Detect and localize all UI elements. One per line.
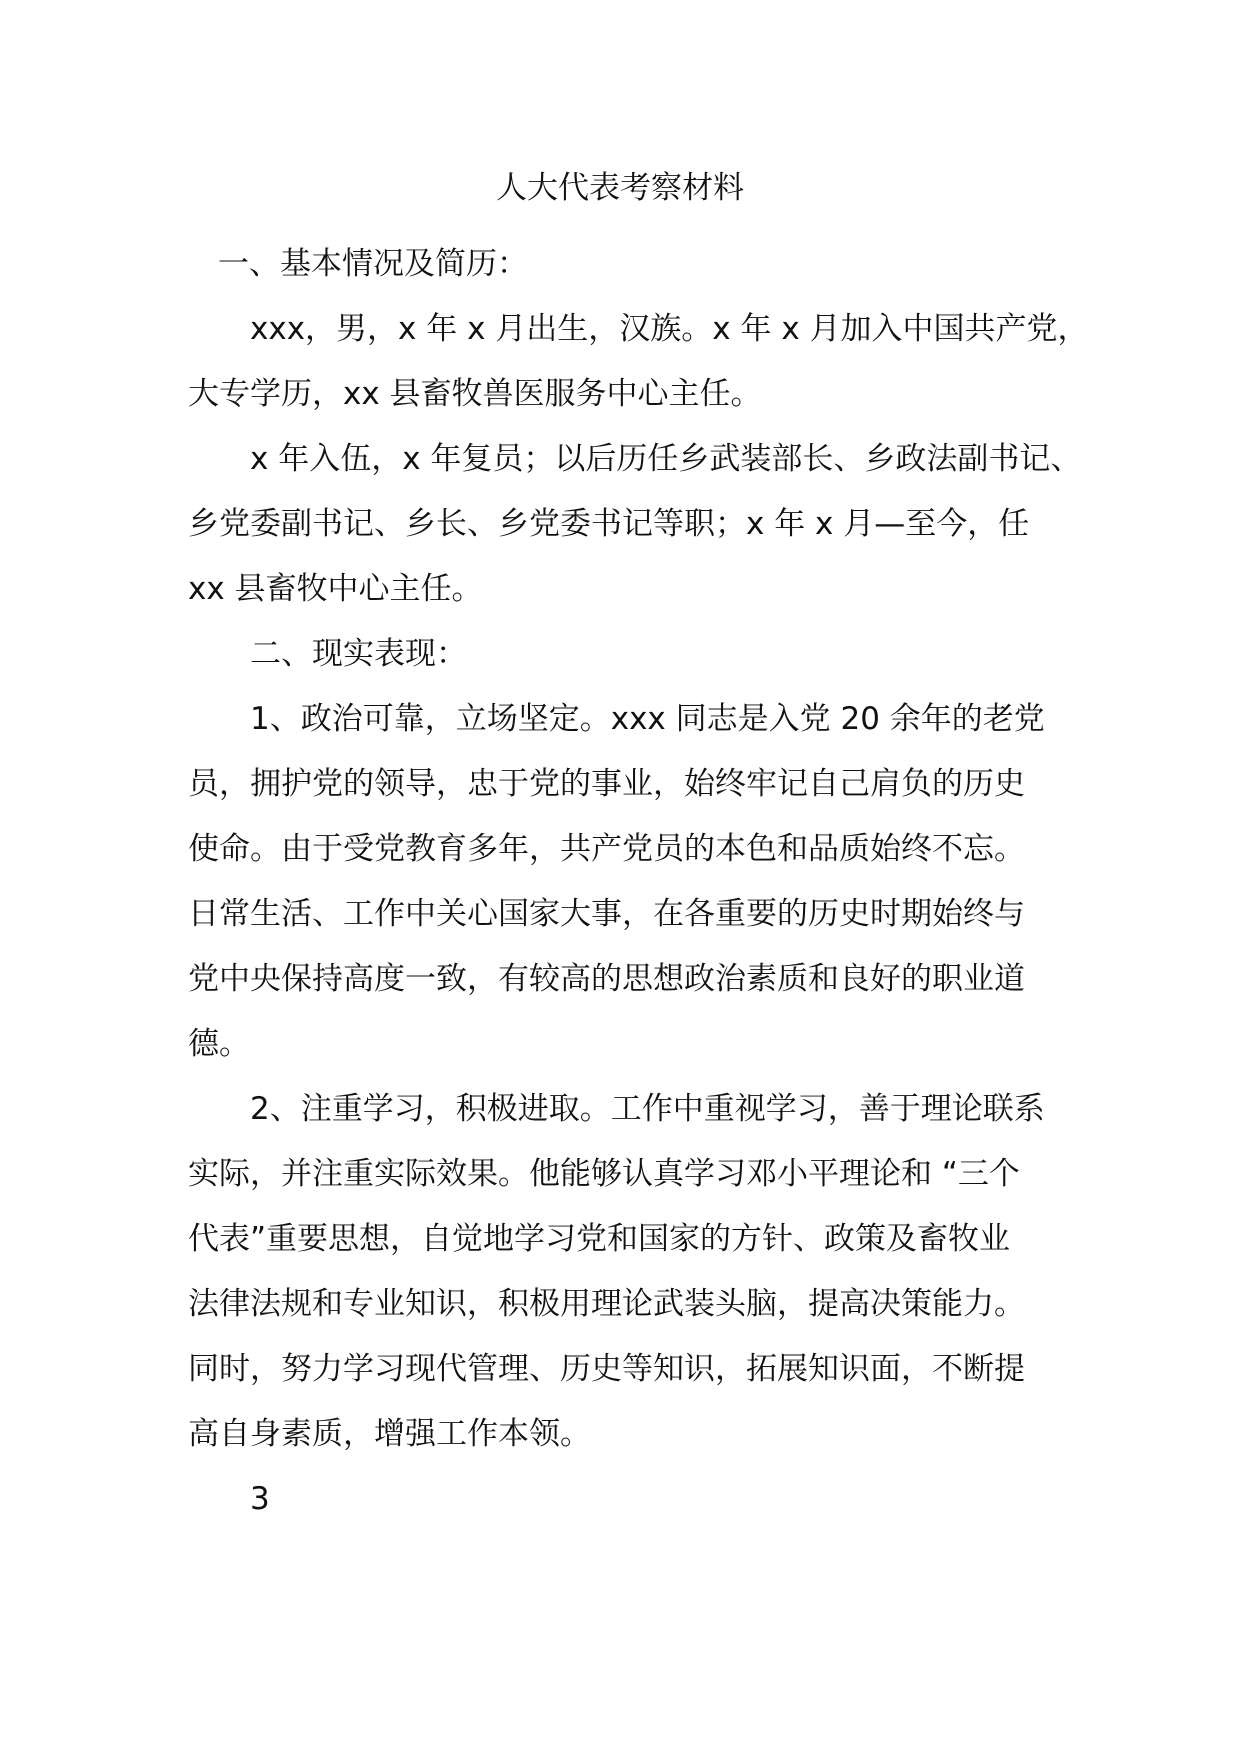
- paragraph-line: 同时，努力学习现代管理、历史等知识，拓展知识面，不断提: [188, 1351, 1025, 1387]
- paragraph-line: 员，拥护党的领导，忠于党的事业，始终牢记自己肩负的历史: [188, 766, 1025, 802]
- paragraph-line: 代表”重要思想，自觉地学习党和国家的方针、政策及畜牧业: [188, 1221, 1011, 1257]
- paragraph-line: xx 县畜牧中心主任。: [188, 571, 483, 607]
- paragraph-line: 实际，并注重实际效果。他能够认真学习邓小平理论和 “三个: [188, 1156, 1020, 1192]
- paragraph-line: 乡党委副书记、乡长、乡党委书记等职；x 年 x 月—至今，任: [188, 506, 1030, 542]
- section-heading-basic-info: 一、基本情况及简历：: [218, 246, 528, 282]
- paragraph-line: x 年入伍，x 年复员；以后历任乡武装部长、乡政法副书记、: [250, 441, 1082, 477]
- paragraph-line: 大专学历，xx 县畜牧兽医服务中心主任。: [188, 376, 762, 412]
- paragraph-line: 德。: [188, 1026, 250, 1062]
- paragraph-line: 使命。由于受党教育多年，共产党员的本色和品质始终不忘。: [188, 831, 1025, 867]
- paragraph-line: xxx，男，x 年 x 月出生，汉族。x 年 x 月加入中国共产党，: [250, 311, 1089, 347]
- paragraph-number: 3: [250, 1481, 270, 1517]
- paragraph-line: 高自身素质，增强工作本领。: [188, 1416, 591, 1452]
- paragraph-line: 法律法规和专业知识，积极用理论武装头脑，提高决策能力。: [188, 1286, 1025, 1322]
- section-heading-performance: 二、现实表现：: [250, 636, 467, 672]
- document-title: 人大代表考察材料: [496, 170, 744, 206]
- paragraph-line: 党中央保持高度一致，有较高的思想政治素质和良好的职业道: [188, 961, 1025, 997]
- paragraph-line: 2、注重学习，积极进取。工作中重视学习，善于理论联系: [250, 1091, 1045, 1127]
- document-body: [188, 232, 1088, 1532]
- paragraph-line: 1、政治可靠，立场坚定。xxx 同志是入党 20 余年的老党: [250, 701, 1045, 737]
- paragraph-line: 日常生活、工作中关心国家大事，在各重要的历史时期始终与: [188, 896, 1025, 932]
